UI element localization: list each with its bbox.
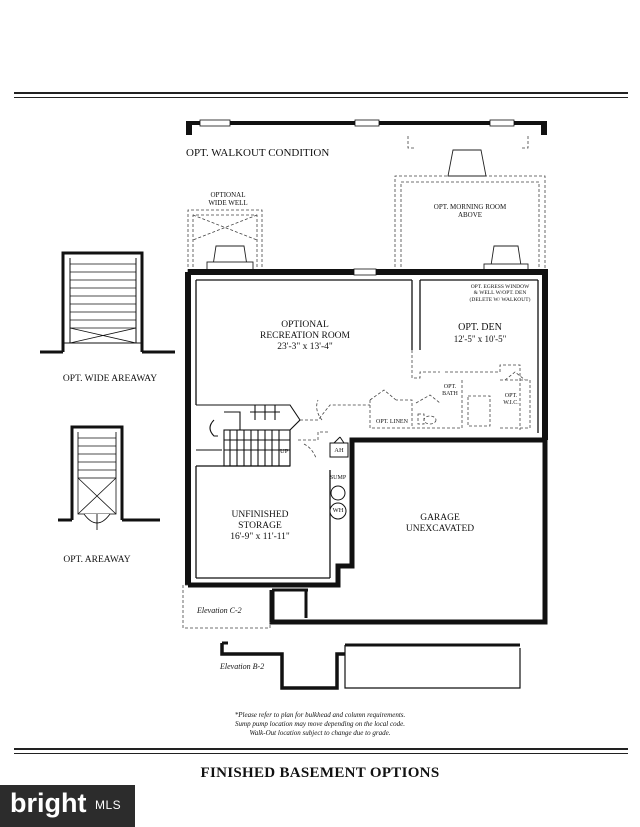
den-label xyxy=(430,322,530,344)
morning-room-label xyxy=(410,203,530,219)
wide-areaway-label: OPT. WIDE AREAWAY xyxy=(62,374,158,384)
sump-label: SUMP xyxy=(329,475,347,481)
egress-label xyxy=(445,284,555,303)
bath-label xyxy=(432,384,468,398)
egress-line3: (DELETE W/ WALKOUT) xyxy=(469,296,531,303)
garage-label xyxy=(385,513,495,535)
wic-line1: OPT. xyxy=(504,393,518,399)
egress-line2: & WELL W/OPT. DEN xyxy=(473,290,527,297)
garage-line1: GARAGE xyxy=(420,513,460,523)
rec-dims: 23'-3" x 13'-4" xyxy=(277,341,333,352)
wide-areaway xyxy=(40,253,175,352)
den-dims: 12'-5" x 10'-5" xyxy=(453,333,507,344)
storage-label xyxy=(205,510,315,543)
elevation-b2-label: Elevation B-2 xyxy=(220,662,265,671)
areaway-label: OPT. AREAWAY xyxy=(63,555,131,565)
rec-room-label xyxy=(240,320,370,353)
window-well-1 xyxy=(207,246,253,272)
wic-label xyxy=(494,393,528,407)
wide-well-label xyxy=(190,191,266,207)
bath-line1: OPT. xyxy=(443,384,457,390)
wh-label: WH xyxy=(332,507,344,514)
areaway xyxy=(58,427,160,530)
note-line-1: *Please refer to plan for bulkhead and column requirements. xyxy=(234,711,406,719)
window-well-2 xyxy=(484,246,528,272)
watermark-brand: bright xyxy=(10,788,87,818)
ah-label: AH xyxy=(334,447,344,454)
den-name: OPT. DEN xyxy=(458,322,502,333)
elevation-b2 xyxy=(222,643,520,688)
garage-line2: UNEXCAVATED xyxy=(405,523,475,534)
note-line-3: Walk-Out location subject to change due to grade. xyxy=(249,729,391,738)
morning-room-bay xyxy=(448,150,486,176)
rec-line1: OPTIONAL xyxy=(281,320,329,330)
morning-room-line1: OPT. MORNING ROOM xyxy=(433,203,507,211)
storage-line1: UNFINISHED xyxy=(231,510,289,520)
stair xyxy=(196,405,300,466)
top-wall-windows xyxy=(354,269,376,275)
note-line-2: Sump pump location may move depending on the local code. xyxy=(235,720,405,729)
egress-line1: OPT. EGRESS WINDOW xyxy=(470,284,530,290)
walkout-wall xyxy=(186,120,547,135)
notes xyxy=(170,711,470,738)
wic-line2: W.I.C. xyxy=(503,399,519,406)
bath-line2: BATH xyxy=(442,390,458,397)
wide-well-line1: OPTIONAL xyxy=(210,191,246,199)
page-title: FINISHED BASEMENT OPTIONS xyxy=(200,765,440,781)
linen-label: OPT. LINEN xyxy=(376,419,408,425)
up-label: UP xyxy=(280,448,289,455)
watermark-badge xyxy=(0,785,135,827)
wide-well-line2: WIDE WELL xyxy=(208,199,248,208)
watermark-suffix: MLS xyxy=(95,798,122,812)
rec-line2: RECREATION ROOM xyxy=(260,330,350,341)
elevation-c2-label: Elevation C-2 xyxy=(197,606,242,615)
storage-line2: STORAGE xyxy=(238,520,282,531)
morning-room-line2: ABOVE xyxy=(457,211,483,220)
walkout-label: OPT. WALKOUT CONDITION xyxy=(186,147,330,159)
storage-dims: 16'-9" x 11'-11" xyxy=(230,531,290,542)
